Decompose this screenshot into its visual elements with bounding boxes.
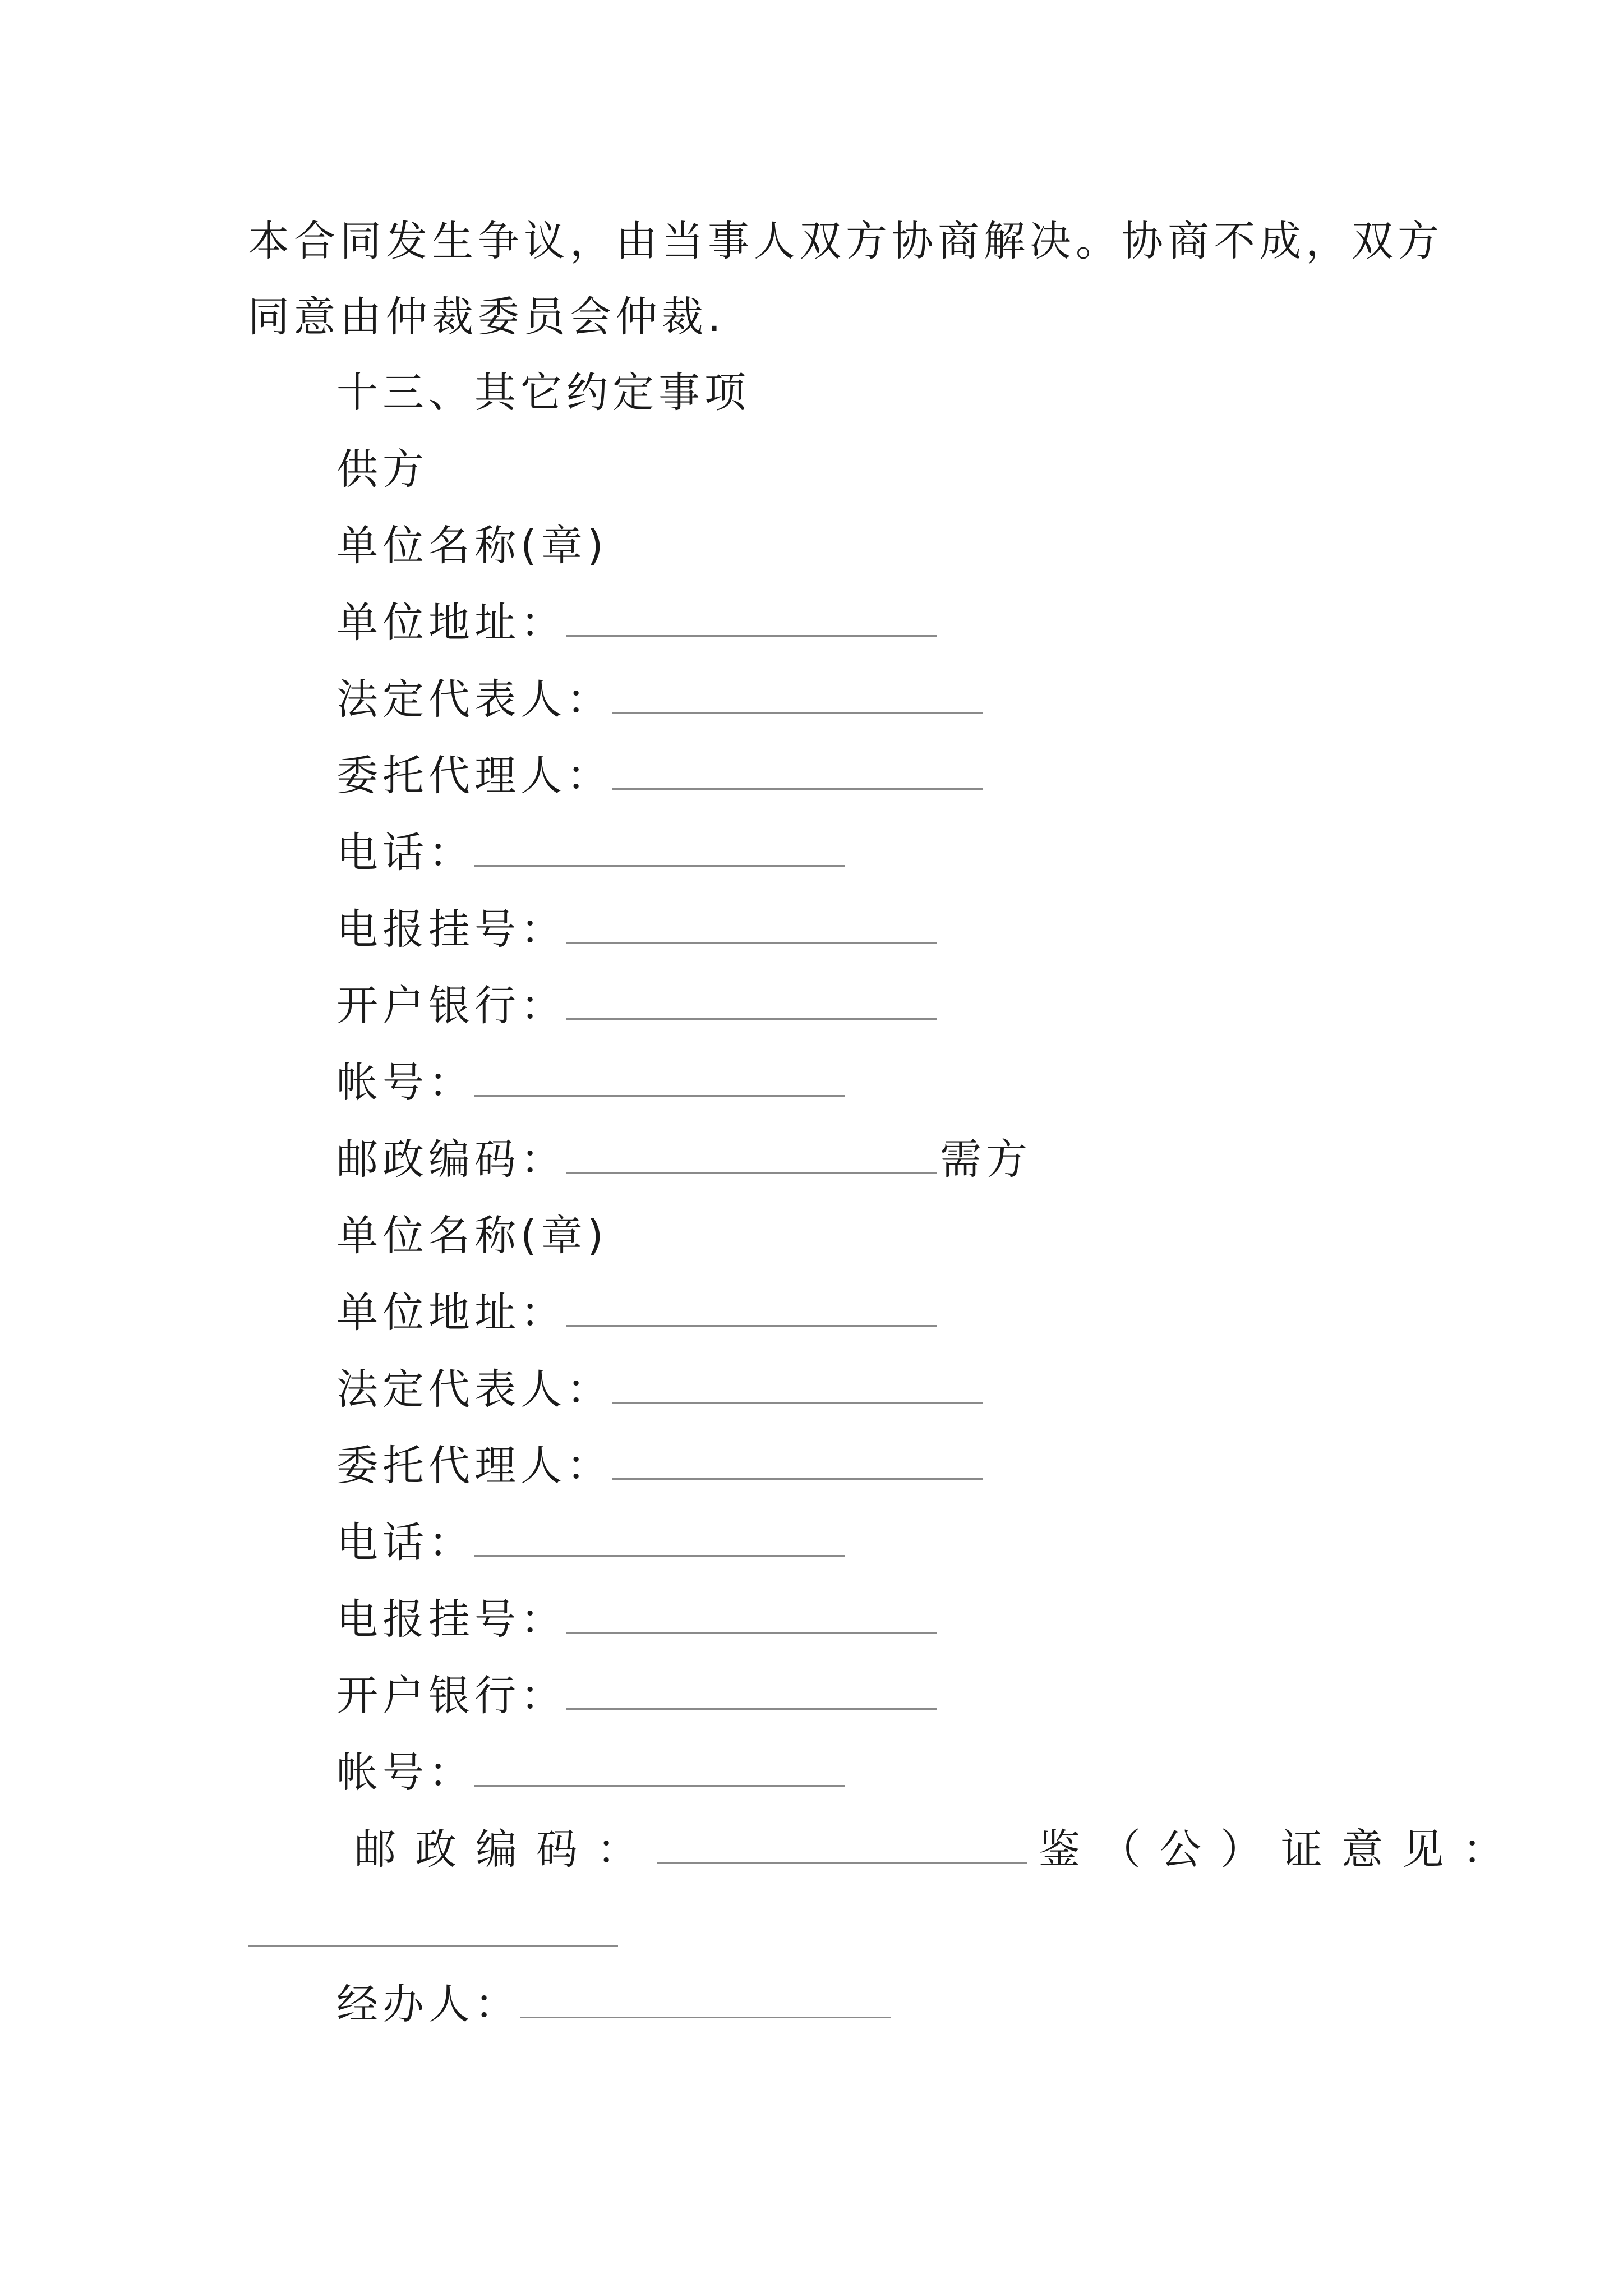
supplier-address-row — [336, 597, 940, 648]
notary-handler-label: 经办人： — [336, 1980, 520, 2028]
buyer-bank-row — [336, 1671, 940, 1721]
supplier-postcode-row — [336, 1134, 1032, 1185]
buyer-phone-row — [336, 1517, 848, 1568]
buyer-telegram-label: 电报挂号： — [336, 1595, 566, 1644]
buyer-account-label: 帐号： — [336, 1749, 474, 1797]
buyer-unit-name-label: 单位名称(章) — [336, 1212, 608, 1260]
buyer-account-row — [336, 1747, 848, 1798]
supplier-agent-blank[interactable] — [612, 757, 983, 790]
section-heading: 十三、其它约定事项 — [336, 369, 750, 417]
supplier-address-blank[interactable] — [566, 604, 937, 637]
buyer-telegram-row — [336, 1594, 940, 1645]
supplier-postcode-label: 邮政编码： — [336, 1135, 566, 1184]
notary-handler-row — [336, 1979, 894, 2030]
buyer-account-blank[interactable] — [474, 1754, 845, 1787]
notary-opinion-blank[interactable] — [248, 1945, 618, 1947]
buyer-postcode-row — [354, 1824, 1523, 1875]
buyer-postcode-blank[interactable] — [657, 1830, 1027, 1864]
supplier-account-row — [336, 1057, 848, 1108]
buyer-legal-rep-row — [336, 1364, 986, 1415]
buyer-telegram-blank[interactable] — [566, 1600, 937, 1634]
supplier-unit-name-label: 单位名称(章) — [336, 522, 608, 570]
buyer-phone-blank[interactable] — [474, 1524, 845, 1557]
supplier-telegram-row — [336, 904, 940, 955]
buyer-bank-label: 开户银行： — [336, 1672, 566, 1720]
buyer-legal-rep-blank[interactable] — [612, 1370, 983, 1404]
supplier-address-label: 单位地址： — [336, 599, 566, 647]
buyer-address-row — [336, 1287, 940, 1338]
supplier-account-blank[interactable] — [474, 1064, 845, 1097]
supplier-phone-row — [336, 827, 848, 878]
buyer-heading: 需方 — [940, 1135, 1032, 1184]
supplier-telegram-label: 电报挂号： — [336, 905, 566, 954]
supplier-telegram-blank[interactable] — [566, 910, 937, 944]
buyer-agent-label: 委托代理人： — [336, 1442, 612, 1490]
notary-handler-blank[interactable] — [520, 1985, 891, 2018]
buyer-address-label: 单位地址： — [336, 1289, 566, 1337]
supplier-legal-rep-row — [336, 674, 986, 725]
supplier-heading: 供方 — [336, 445, 428, 494]
supplier-bank-blank[interactable] — [566, 987, 937, 1020]
supplier-phone-blank[interactable] — [474, 834, 845, 867]
buyer-bank-blank[interactable] — [566, 1677, 937, 1710]
supplier-agent-row — [336, 751, 986, 801]
buyer-legal-rep-label: 法定代表人： — [336, 1365, 612, 1414]
supplier-phone-label: 电话： — [336, 829, 474, 877]
buyer-phone-label: 电话： — [336, 1519, 474, 1567]
supplier-legal-rep-label: 法定代表人： — [336, 675, 612, 724]
dispute-paragraph-line-1: 本合同发生争议，由当事人双方协商解决。协商不成，双方 — [248, 217, 1444, 265]
supplier-bank-row — [336, 981, 940, 1031]
buyer-agent-blank[interactable] — [612, 1447, 983, 1480]
buyer-address-blank[interactable] — [566, 1294, 937, 1327]
buyer-agent-row — [336, 1441, 986, 1491]
supplier-legal-rep-blank[interactable] — [612, 680, 983, 714]
buyer-postcode-label: 邮政编码： — [354, 1825, 657, 1874]
supplier-account-label: 帐号： — [336, 1059, 474, 1107]
supplier-agent-label: 委托代理人： — [336, 752, 612, 800]
notary-opinion-label: 鉴（公）证意见： — [1039, 1825, 1523, 1874]
dispute-paragraph-line-2: 同意由仲裁委员会仲裁. — [248, 293, 726, 341]
supplier-postcode-blank[interactable] — [566, 1140, 937, 1174]
supplier-bank-label: 开户银行： — [336, 982, 566, 1030]
